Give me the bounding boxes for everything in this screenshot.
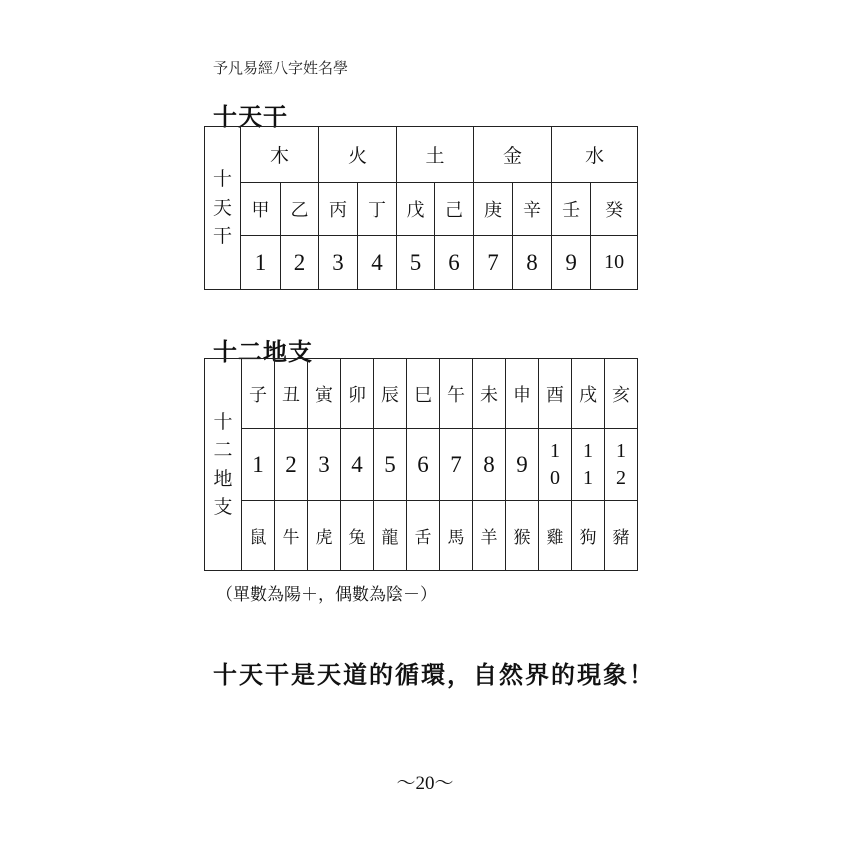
animal-cell: 虎 xyxy=(308,501,341,571)
branch-number-cell: 1 1 xyxy=(572,429,605,501)
animal-cell: 雞 xyxy=(539,501,572,571)
element-cell: 火 xyxy=(319,127,397,183)
branch-cell: 戌 xyxy=(572,359,605,429)
branch-cell: 子 xyxy=(242,359,275,429)
branch-number-cell: 9 xyxy=(506,429,539,501)
animal-cell: 牛 xyxy=(275,501,308,571)
heavenly-stems-table xyxy=(204,126,638,290)
branch-cell: 午 xyxy=(440,359,473,429)
stem-cell: 乙 xyxy=(281,183,319,236)
stem-cell: 癸 xyxy=(591,183,638,236)
stem-cell: 辛 xyxy=(513,183,552,236)
branch-number-cell: 8 xyxy=(473,429,506,501)
animal-cell: 羊 xyxy=(473,501,506,571)
stem-cell: 丁 xyxy=(358,183,397,236)
branch-cell: 未 xyxy=(473,359,506,429)
element-cell: 土 xyxy=(397,127,474,183)
earthly-branches-heading: 十二地支 xyxy=(213,338,313,366)
animal-cell: 豬 xyxy=(605,501,638,571)
running-header: 予凡易經八字姓名學 xyxy=(213,59,349,77)
animal-cell: 猴 xyxy=(506,501,539,571)
branch-number-cell: 1 xyxy=(242,429,275,501)
element-cell: 金 xyxy=(474,127,552,183)
stem-number-cell: 4 xyxy=(358,236,397,290)
animal-cell: 鼠 xyxy=(242,501,275,571)
branch-number-cell: 4 xyxy=(341,429,374,501)
stem-cell: 甲 xyxy=(241,183,281,236)
branch-number-cell: 7 xyxy=(440,429,473,501)
animal-cell: 兔 xyxy=(341,501,374,571)
stem-cell: 戊 xyxy=(397,183,435,236)
animal-cell: 馬 xyxy=(440,501,473,571)
stem-number-cell: 6 xyxy=(435,236,474,290)
stem-number-cell: 8 xyxy=(513,236,552,290)
stem-number-cell: 5 xyxy=(397,236,435,290)
branch-cell: 卯 xyxy=(341,359,374,429)
branches-side-label: 十 二 地 支 xyxy=(205,359,242,571)
summary-statement: 十天干是天道的循環，自然界的現象！ xyxy=(213,661,655,689)
stem-number-cell: 1 xyxy=(241,236,281,290)
animal-cell: 舌 xyxy=(407,501,440,571)
earthly-branches-table xyxy=(204,358,638,571)
stem-number-cell: 3 xyxy=(319,236,358,290)
stem-number-cell: 9 xyxy=(552,236,591,290)
branch-cell: 丑 xyxy=(275,359,308,429)
stem-number-cell: 2 xyxy=(281,236,319,290)
heavenly-stems-heading: 十天干 xyxy=(213,103,288,131)
branch-cell: 辰 xyxy=(374,359,407,429)
branch-number-cell: 3 xyxy=(308,429,341,501)
stem-number-cell: 7 xyxy=(474,236,513,290)
branch-cell: 申 xyxy=(506,359,539,429)
animal-cell: 龍 xyxy=(374,501,407,571)
branch-cell: 巳 xyxy=(407,359,440,429)
stem-number-cell: 10 xyxy=(591,236,638,290)
stem-cell: 丙 xyxy=(319,183,358,236)
branch-cell: 酉 xyxy=(539,359,572,429)
page-number: ～20～ xyxy=(396,773,454,794)
branch-cell: 寅 xyxy=(308,359,341,429)
branch-cell: 亥 xyxy=(605,359,638,429)
element-cell: 水 xyxy=(552,127,638,183)
stem-cell: 庚 xyxy=(474,183,513,236)
branch-number-cell: 1 0 xyxy=(539,429,572,501)
stems-side-label: 十 天 干 xyxy=(205,127,241,290)
parity-note: （單數為陽＋，偶數為陰－） xyxy=(216,585,437,605)
element-cell: 木 xyxy=(241,127,319,183)
animal-cell: 狗 xyxy=(572,501,605,571)
branch-number-cell: 5 xyxy=(374,429,407,501)
stem-cell: 己 xyxy=(435,183,474,236)
branch-number-cell: 6 xyxy=(407,429,440,501)
branch-number-cell: 2 xyxy=(275,429,308,501)
branch-number-cell: 1 2 xyxy=(605,429,638,501)
stem-cell: 壬 xyxy=(552,183,591,236)
